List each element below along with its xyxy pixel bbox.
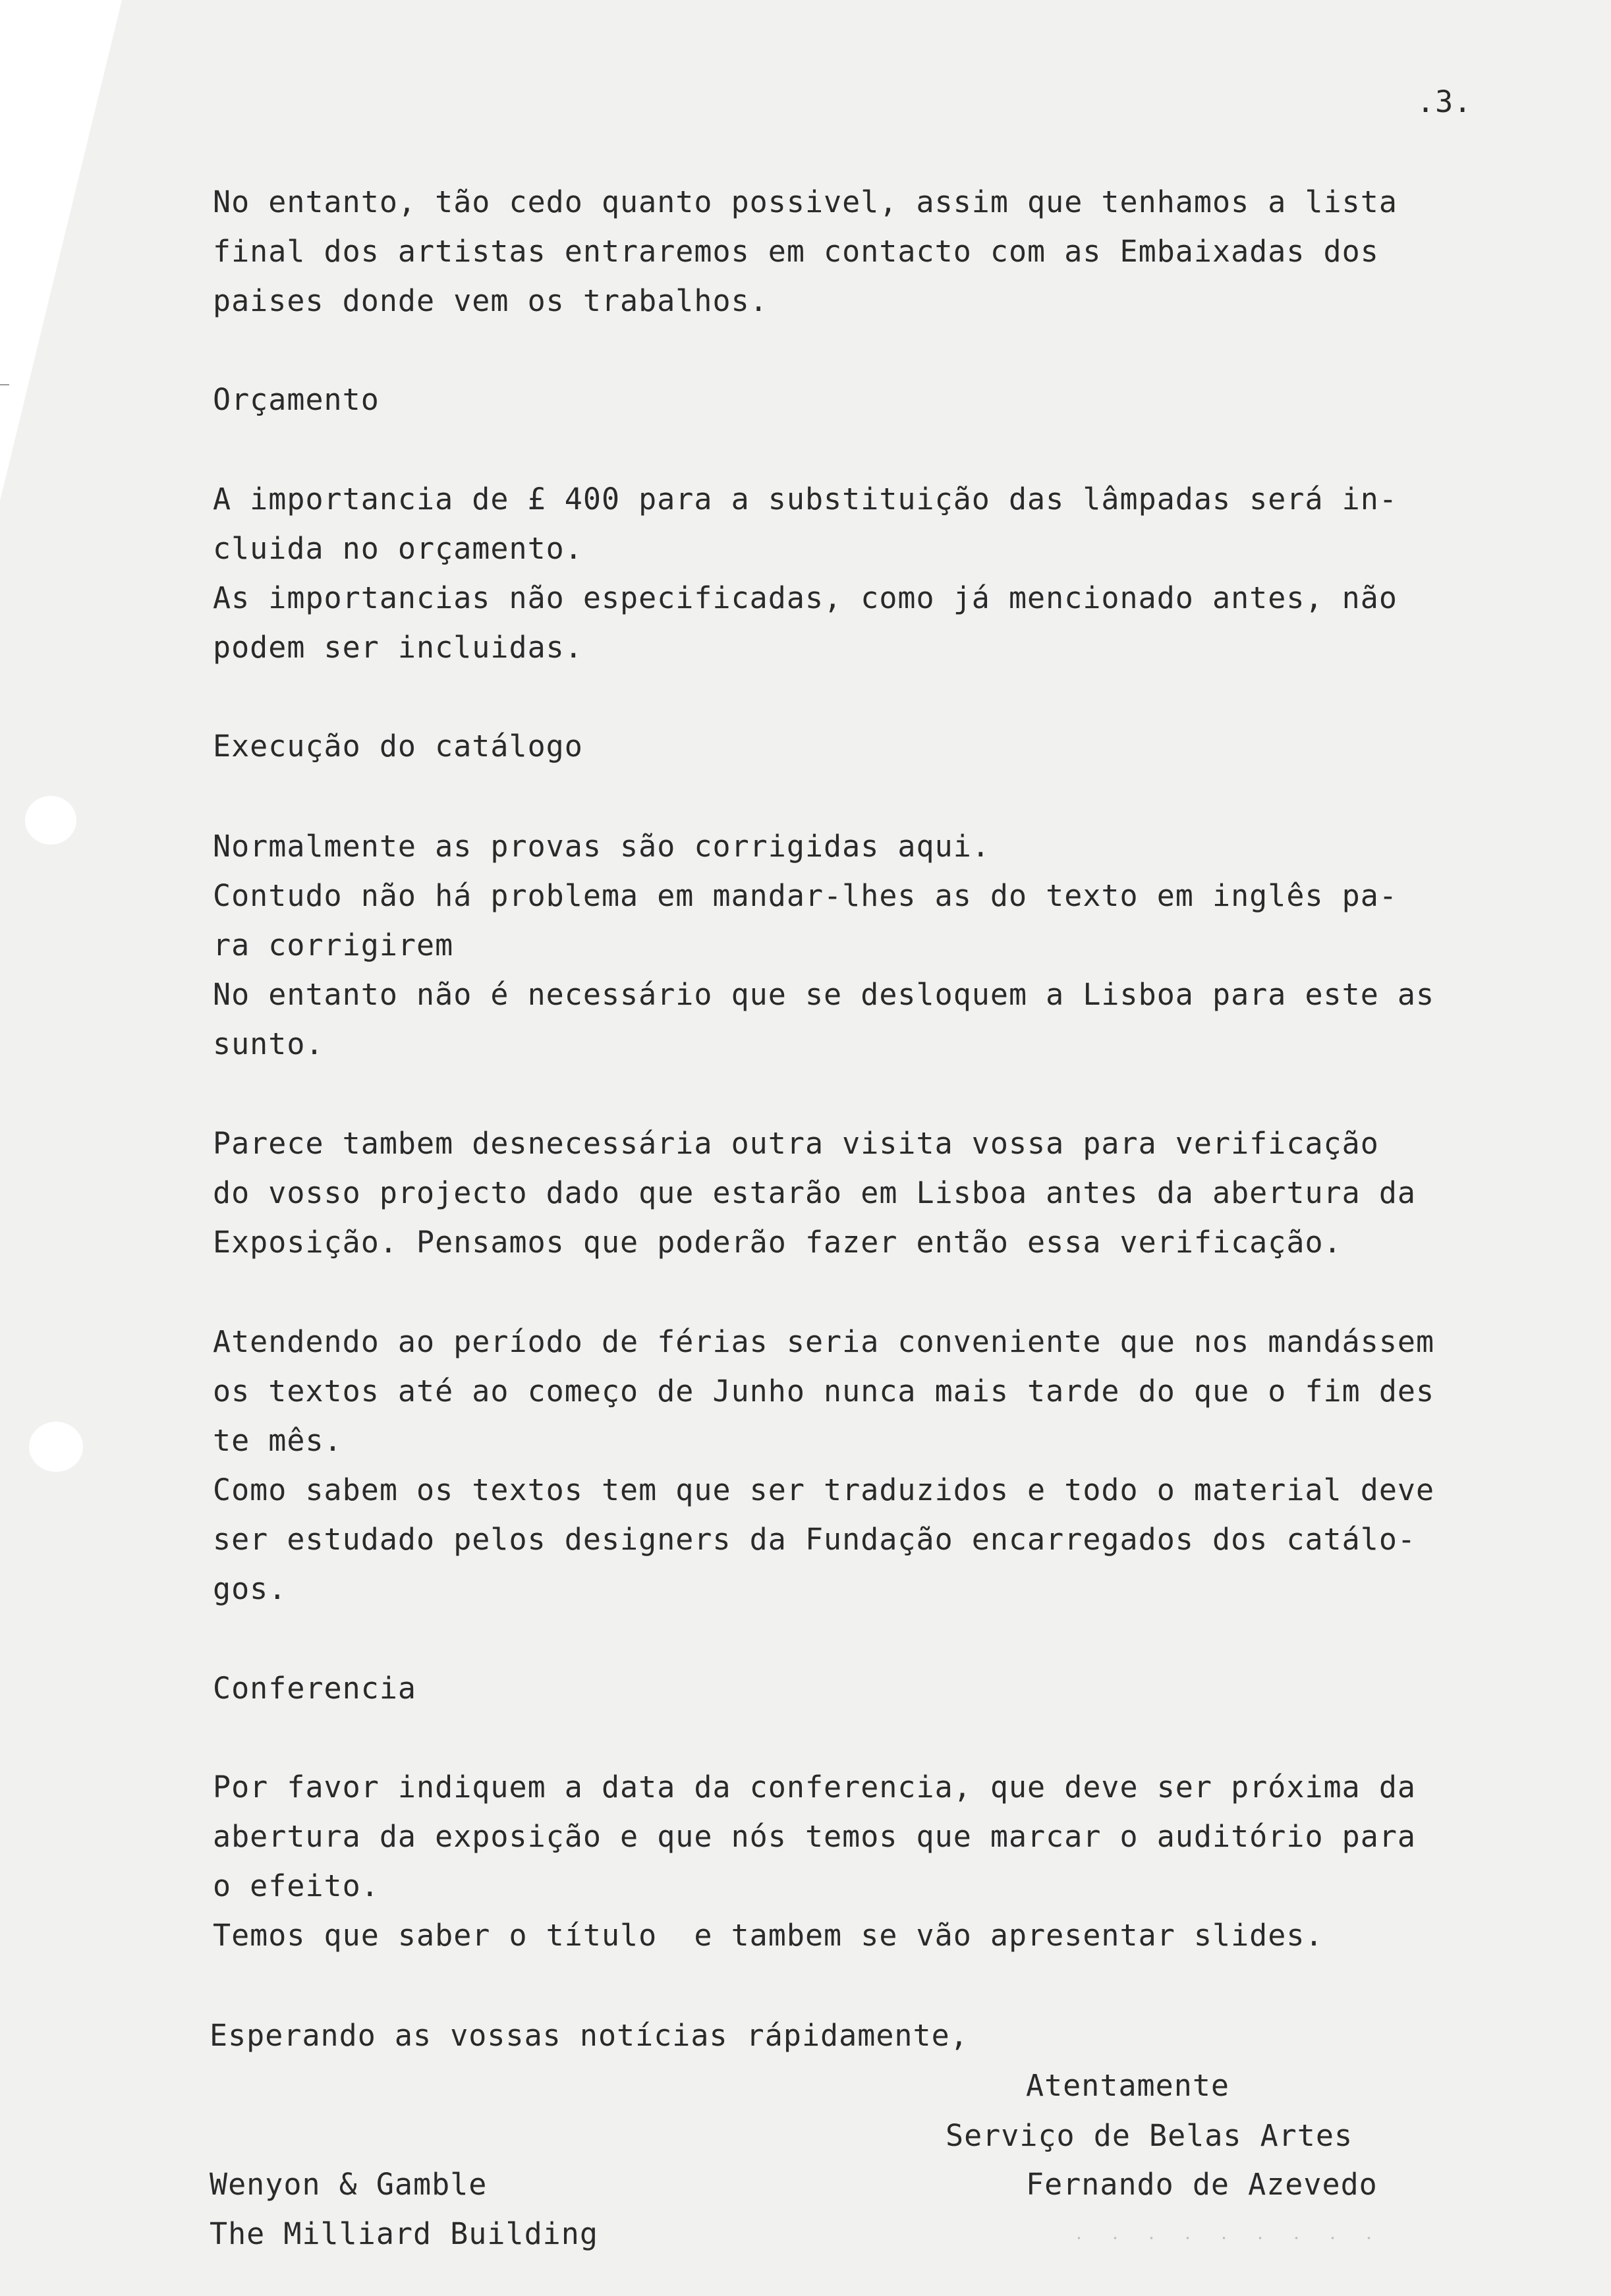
text-line: gos.	[213, 1571, 287, 1606]
text-line: A importancia de £ 400 para a substituição das lâmpadas será in-	[213, 482, 1398, 517]
text-line: final dos artistas entraremos em contacto com as Embaixadas dos	[213, 234, 1379, 269]
recipient-address: The Milliard Building	[210, 2216, 598, 2251]
text-line: As importancias não especificadas, como já mencionado antes, não	[213, 580, 1398, 615]
text-line: do vosso projecto dado que estarão em Lisboa antes da abertura da	[213, 1175, 1416, 1210]
section-heading-catalogo: Execução do catálogo	[213, 729, 583, 764]
text-line: Contudo não há problema em mandar-lhes as do texto em inglês pa-	[213, 878, 1398, 913]
recipient-name: Wenyon & Gamble	[210, 2167, 488, 2202]
text-line: cluida no orçamento.	[213, 531, 583, 566]
section-heading-conferencia: Conferencia	[213, 1671, 417, 1706]
section-heading-orcamento: Orçamento	[213, 382, 380, 417]
text-line: Normalmente as provas são corrigidas aqui.	[213, 829, 990, 864]
text-line: Temos que saber o título e tambem se vão apresentar slides.	[213, 1918, 1324, 1953]
text-line: Por favor indiquem a data da conferencia, que deve ser próxima da	[213, 1770, 1416, 1805]
text-line: No entanto não é necessário que se desloquem a Lisboa para este as	[213, 977, 1435, 1012]
text-line: Atendendo ao período de férias seria conveniente que nos mandássem	[213, 1324, 1435, 1359]
sign-off-department: Serviço de Belas Artes	[946, 2118, 1353, 2153]
text-line: sunto.	[213, 1026, 324, 1061]
text-line: No entanto, tão cedo quanto possivel, assim que tenhamos a lista	[213, 184, 1398, 219]
text-line: os textos até ao começo de Junho nunca mais tarde do que o fim des	[213, 1374, 1435, 1409]
text-line: o efeito.	[213, 1868, 380, 1903]
page-number: .3.	[1417, 84, 1473, 119]
text-line: abertura da exposição e que nós temos que marcar o auditório para	[213, 1819, 1416, 1854]
text-line: paises donde vem os trabalhos.	[213, 283, 768, 318]
sign-off-greeting: Atentamente	[1026, 2068, 1230, 2103]
closing-line: Esperando as vossas notícias rápidamente,	[210, 2018, 969, 2053]
text-line: ra corrigirem	[213, 928, 454, 963]
text-line: ser estudado pelos designers da Fundação encarregados dos catálo-	[213, 1522, 1416, 1557]
sign-off-name: Fernando de Azevedo	[1026, 2167, 1378, 2202]
text-line: Parece tambem desnecessária outra visita vossa para verificação	[213, 1126, 1379, 1161]
text-line: te mês.	[213, 1423, 343, 1458]
text-line: Exposição. Pensamos que poderão fazer então essa verificação.	[213, 1225, 1342, 1260]
text-line: podem ser incluidas.	[213, 630, 583, 665]
signature-dotted-line	[1061, 2237, 1390, 2239]
text-line: Como sabem os textos tem que ser traduzidos e todo o material deve	[213, 1472, 1435, 1507]
